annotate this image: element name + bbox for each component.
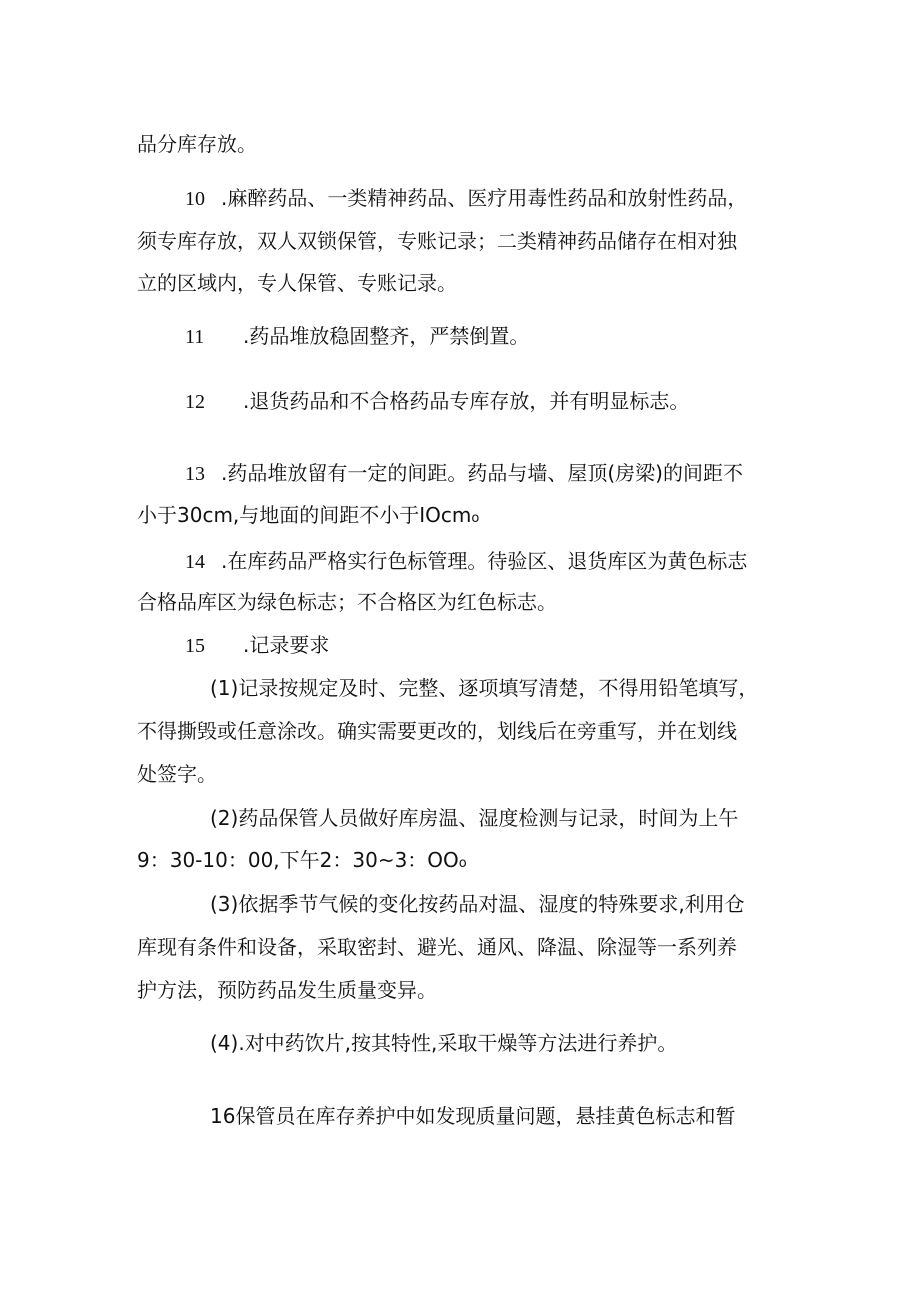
- item-11-text: .药品堆放稳固整齐，严禁倒置。: [243, 324, 530, 348]
- sub-3-line-1: (3)依据季节气候的变化按药品对温、湿度的特殊要求,利用仓: [210, 892, 745, 916]
- item-15-number: 15: [185, 635, 205, 657]
- item-13-number: 13: [185, 463, 205, 485]
- item-10-line-3: 立的区域内，专人保管、专账记录。: [137, 271, 457, 295]
- item-13-text-1: .药品堆放留有一定的间距。药品与墙、屋顶(房梁)的间距不: [221, 461, 743, 485]
- item-15-heading: .记录要求: [243, 633, 330, 657]
- sub-4-line: (4).对中药饮片,按其特性,采取干燥等方法进行养护。: [210, 1031, 678, 1055]
- item-10-line-1: [185, 185, 747, 212]
- sub-2-text-2: 9：30-10：00,下午2：30~3：OO: [137, 848, 459, 872]
- item-15-heading-line: [185, 632, 329, 659]
- item-11-line: [185, 323, 529, 350]
- item-14-number: 14: [185, 551, 205, 573]
- item-14-text-1: .在库药品严格实行色标管理。待验区、退货库区为黄色标志: [221, 549, 748, 573]
- item-13-tail: o: [471, 511, 480, 526]
- item-14-line-2: 合格品库区为绿色标志；不合格区为红色标志。: [137, 590, 557, 614]
- item-11-number: 11: [185, 326, 205, 348]
- sub-1-line-1: (1)记录按规定及时、完整、逐项填写清楚，不得用铅笔填写，: [210, 676, 759, 700]
- item-10-text-1: .麻醉药品、一类精神药品、医疗用毒性药品和放射性药品，: [221, 186, 748, 210]
- intro-line: 品分库存放。: [137, 132, 257, 156]
- item-12-line: [185, 388, 689, 415]
- sub-2-line-1: (2)药品保管人员做好库房温、湿度检测与记录，时间为上午: [210, 806, 739, 830]
- item-10-number: 10: [185, 188, 205, 210]
- sub-2-tail: o: [458, 856, 467, 871]
- sub-2-line-2: [137, 847, 467, 877]
- item-10-line-2: 须专库存放，双人双锁保管，专账记录；二类精神药品储存在相对独: [137, 229, 737, 253]
- item-13-line-1: [185, 460, 743, 487]
- item-13-text-2: 小于30cm,与地面的间距不小于IOcm: [137, 503, 472, 527]
- sub-3-line-2: 库现有条件和设备，采取密封、避光、通风、降温、除湿等一系列养: [137, 935, 737, 959]
- item-16-line: 16保管员在库存养护中如发现质量问题，悬挂黄色标志和暂: [210, 1104, 736, 1128]
- sub-3-line-3: 护方法，预防药品发生质量变异。: [137, 978, 437, 1002]
- item-12-number: 12: [185, 391, 205, 413]
- item-12-text: .退货药品和不合格药品专库存放，并有明显标志。: [243, 389, 690, 413]
- sub-1-line-2: 不得撕毁或任意涂改。确实需要更改的，划线后在旁重写，并在划线: [137, 719, 737, 743]
- item-14-line-1: [185, 548, 747, 575]
- item-13-line-2: [137, 502, 479, 532]
- sub-1-line-3: 处签字。: [137, 762, 217, 786]
